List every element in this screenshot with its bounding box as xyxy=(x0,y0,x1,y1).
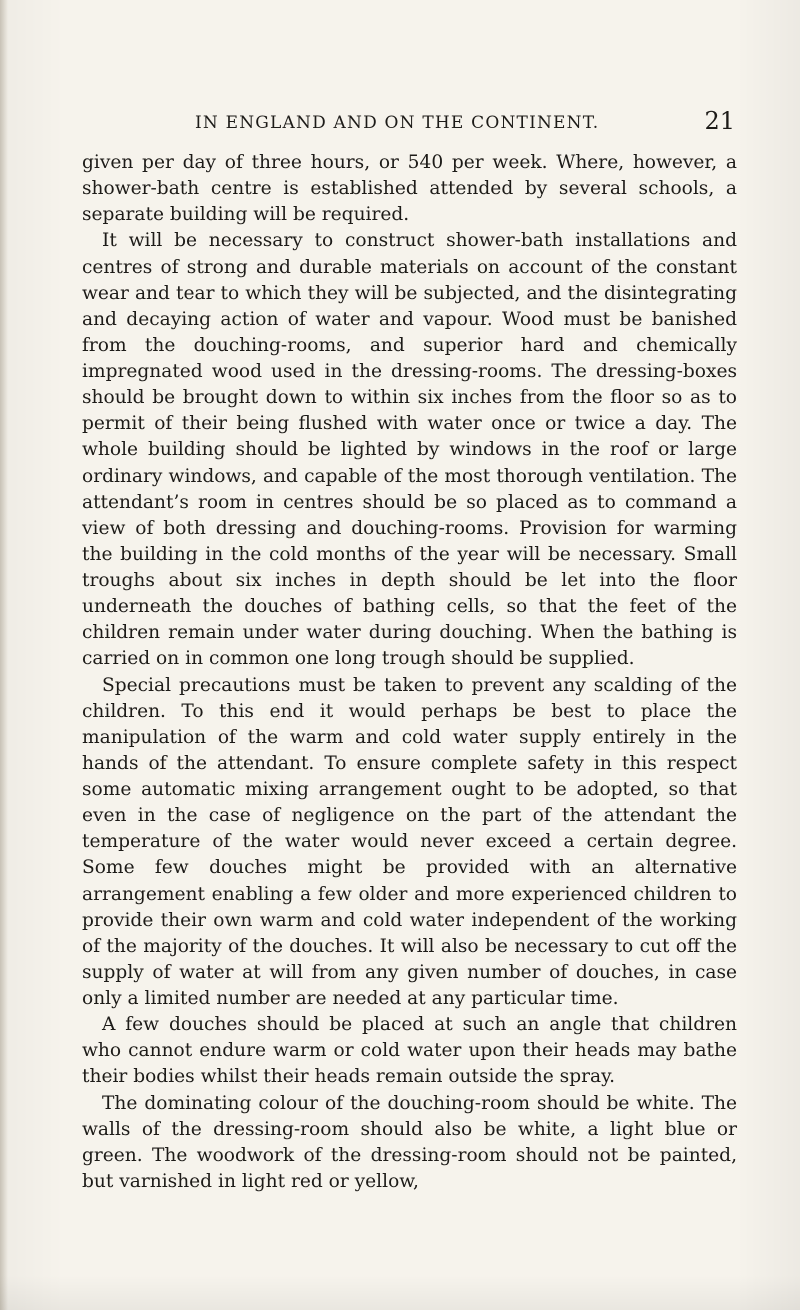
page-number: 21 xyxy=(704,107,735,135)
paragraph-construction: It will be necessary to construct shower-bath installations and centres of strong and durable materials on account of the constant wear and tear to which they will be subjected, and the disintegrating and decaying action of water and vapour. Wood must be banished from the douching-rooms, and superior hard and chemically impregnated wood used in the dressing-rooms. The dressing-boxes should be brought down to within six inches from the floor so as to permit of their being flushed with water once or twice a day. The whole building should be lighted by windows in the roof or large ordinary windows, and capable of the most thorough ventilation. The attendant’s room in centres should be so placed as to command a view of both dressing and douching-rooms. Provision for warming the building in the cold months of the year will be necessary. Small troughs about six inches in depth should be let into the floor underneath the douches of bathing cells, so that the feet of the children remain under water during douching. When the bathing is carried on in common one long trough should be supplied. xyxy=(82,230,737,670)
page-bottom-shadow xyxy=(0,1275,800,1310)
paragraph-continuation: given per day of three hours, or 540 per week. Where, however, a shower-bath centre is established attended by several schools, a separate building will be required. xyxy=(82,152,737,226)
page-edge xyxy=(0,0,8,1310)
body-text xyxy=(82,150,737,1195)
paragraph-precautions: Special precautions must be taken to prevent any scalding of the children. To this end it would perhaps be best to place the manipulation of the warm and cold water supply entirely in the hands of the attendant. To ensure complete safety in this respect some automatic mixing arrangement ought to be adopted, so that even in the case of negligence on the part of the attendant the temperature of the water would never exceed a certain degree. Some few douches might be provided with an alternative arrangement enabling a few older and more experienced children to provide their own warm and cold water independent of the working of the majority of the douches. It will also be necessary to cut off the supply of water at will from any given number of douches, in case only a limited number are needed at any particular time. xyxy=(82,674,737,1009)
paragraph-douche-angle: A few douches should be placed at such an angle that children who cannot endure warm or cold water upon their heads may bathe their bodies whilst their heads remain outside the spray. xyxy=(82,1014,737,1088)
page-header xyxy=(80,107,735,141)
paragraph-colour: The dominating colour of the douching-room should be white. The walls of the dressing-room should also be white, a light blue or green. The woodwork of the dressing-room should not be painted, but varnished in light red or yellow, xyxy=(82,1092,737,1192)
running-head: IN ENGLAND AND ON THE CONTINENT. xyxy=(195,113,600,133)
